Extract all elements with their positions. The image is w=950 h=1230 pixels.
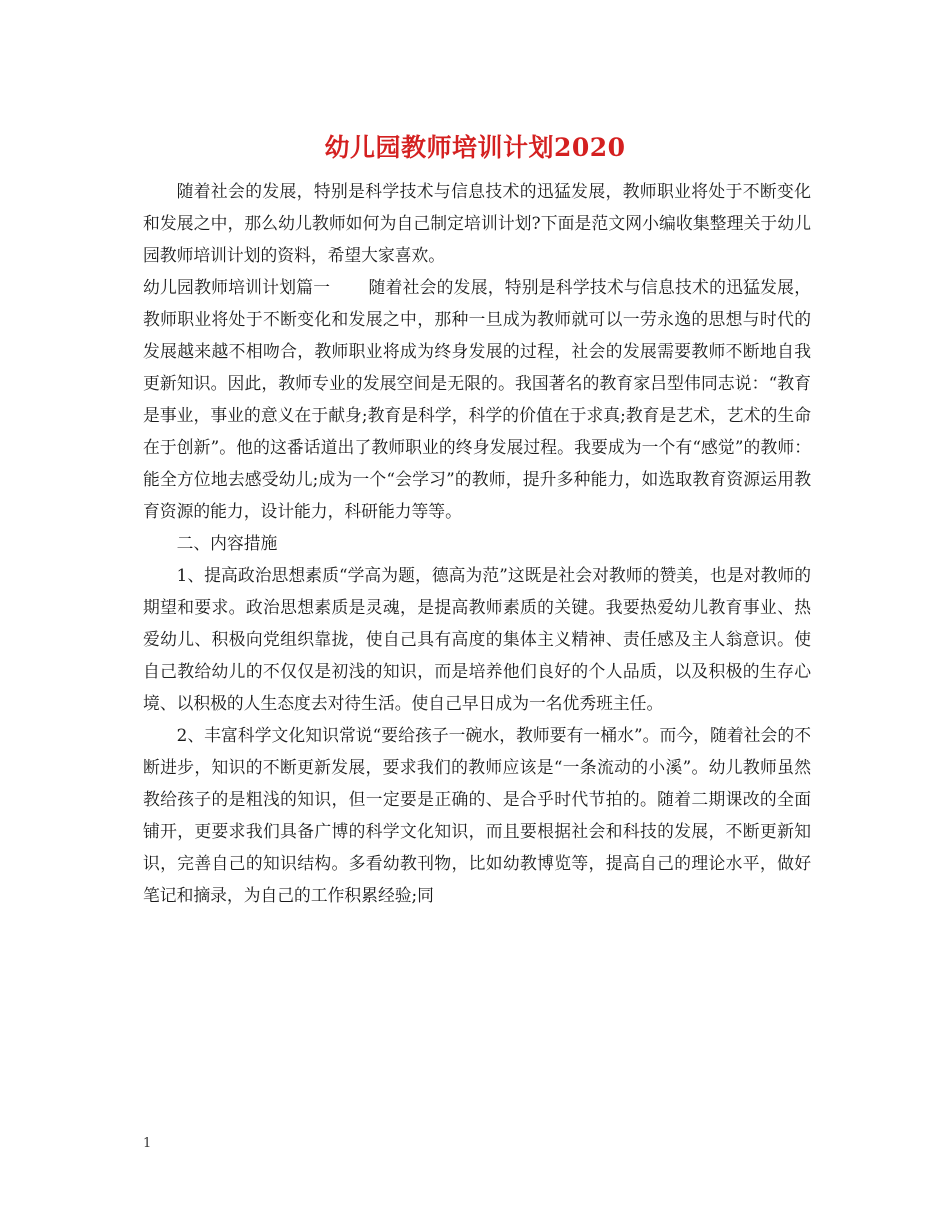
heading-content-measures: 二、内容措施 — [176, 533, 278, 553]
measure-item-1: 1、提高政治思想素质“学高为题，德高为范”这既是社会对教师的赞美，也是对教师的期望和要求。政治思想素质是灵魂，是提高教师素质的关键。我要热爱幼儿教育事业、热爱幼儿、积极向党组织靠拢，使自己具有高度的集体主义精神、责任感及主人翁意识。使自己教给幼儿的不仅仅是初浅的知识，而是培养他们良好的个人品质，以及积极的生存心境、以积极的人生态度去对待生活。使自己早日成为一名优秀班主任。 — [143, 565, 811, 713]
section-one-body: 随着社会的发展，特别是科学技术与信息技术的迅猛发展，教师职业将处于不断变化和发展之中，那种一旦成为教师就可以一劳永逸的思想与时代的发展越来越不相吻合，教师职业将成为终身发展的过程，社会的发展需要教师不断地自我更新知识。因此，教师专业的发展空间是无限的。我国著名的教育家吕型伟同志说：“教育是事业，事业的意义在于献身;教育是科学，科学的价值在于求真;教育是艺术，艺术的生命在于创新”。他的这番话道出了教师职业的终身发展过程。我要成为一个有“感觉”的教师：能全方位地去感受幼儿;成为一个“会学习”的教师，提升多种能力，如选取教育资源运用教育资源的能力，设计能力，科研能力等等。 — [143, 277, 811, 521]
page-number: 1 — [143, 1136, 152, 1151]
document-body — [143, 175, 811, 911]
measure-item-2: 2、丰富科学文化知识常说“要给孩子一碗水，教师要有一桶水”。而今，随着社会的不断进步，知识的不断更新发展，要求我们的教师应该是“一条流动的小溪”。幼儿教师虽然教给孩子的是粗浅的知识，但一定要是正确的、是合乎时代节拍的。随着二期课改的全面铺开，更要求我们具备广博的科学文化知识，而且要根据社会和科技的发展，不断更新知识，完善自己的知识结构。多看幼教刊物，比如幼教博览等，提高自己的理论水平，做好笔记和摘录，为自己的工作积累经验;同 — [143, 725, 811, 905]
section-one-label: 幼儿园教师培训计划篇一 — [143, 277, 331, 297]
section-one-paragraph — [143, 271, 811, 527]
intro-paragraph: 随着社会的发展，特别是科学技术与信息技术的迅猛发展，教师职业将处于不断变化和发展之中，那么幼儿教师如何为自己制定培训计划?下面是范文网小编收集整理关于幼儿园教师培训计划的资料，希望大家喜欢。 — [143, 181, 811, 265]
document-title: 幼儿园教师培训计划2020 — [324, 133, 626, 162]
